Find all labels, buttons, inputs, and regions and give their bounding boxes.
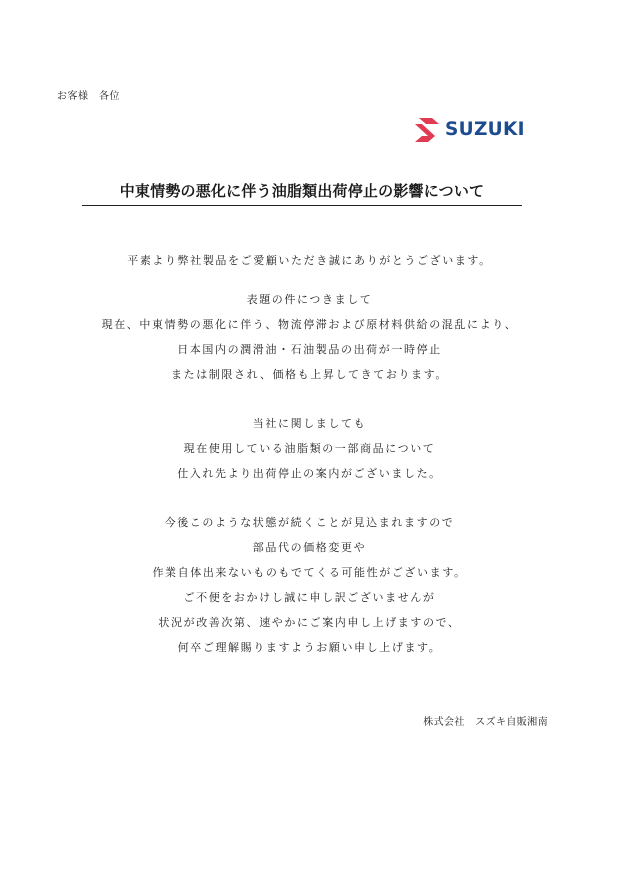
notice-title: 中東情勢の悪化に伴う油脂類出荷停止の影響について (82, 180, 522, 206)
paragraph2-line: 当社に関しましても (252, 417, 367, 430)
notice-body (40, 0, 579, 876)
addressee: お客様 各位 (57, 91, 120, 102)
paragraph3-line: 部品代の価格変更や (252, 541, 367, 554)
paragraph3-line: ご不便をおかけし誠に申し訳ございませんが (183, 591, 436, 604)
paragraph3-line: 今後このような状態が続くことが見込まれますので (164, 516, 455, 529)
paragraph1-line: 日本国内の潤滑油・石油製品の出荷が一時停止 (177, 343, 442, 356)
paragraph1-line: または制限され、価格も上昇してきております。 (171, 368, 448, 381)
paragraph2-line: 現在使用している油脂類の一部商品について (183, 442, 436, 455)
company-signature: 株式会社 スズキ自販湘南 (423, 717, 548, 728)
paragraph3-line: 状況が改善次第、速やかにご案内申し上げますので、 (158, 616, 461, 629)
paragraph3-line: 作業自体出来ないものもでてくる可能性がございます。 (152, 566, 467, 579)
paragraph2-line: 仕入れ先より出荷停止の案内がございました。 (177, 467, 442, 480)
paragraph3-line: 何卒ご理解賜りますようお願い申し上げます。 (177, 641, 442, 654)
logo-brand-text: SUZUKI (445, 118, 525, 140)
greeting-line: 平素より弊社製品をご愛顧いただき誠にありがとうございます。 (127, 254, 492, 267)
paragraph1-line: 現在、中東情勢の悪化に伴う、物流停滞および原材料供給の混乱により、 (101, 318, 518, 331)
paragraph1-line: 表題の件につきまして (246, 293, 373, 306)
